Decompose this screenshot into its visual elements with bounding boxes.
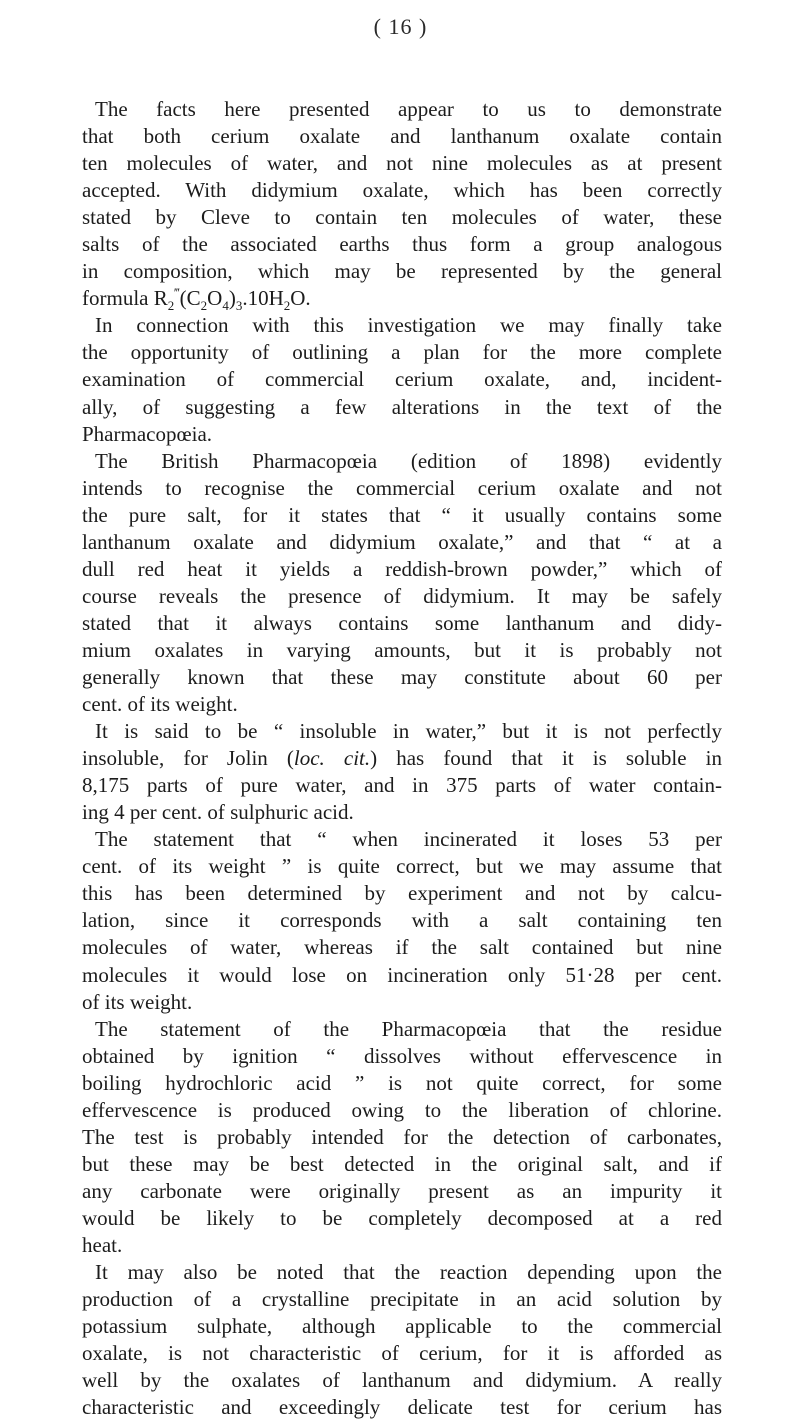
text-segment: 4 <box>222 298 229 313</box>
text-line <box>82 1097 722 1124</box>
text-line <box>82 610 722 637</box>
text-line <box>82 772 722 799</box>
text-segment: O <box>207 286 223 311</box>
text-segment: insoluble, for Jolin ( <box>82 746 294 771</box>
text-segment: oxalate, is not characteristic of cerium, for it is afforded as <box>82 1341 722 1366</box>
text-line <box>82 150 722 177</box>
text-line <box>82 1151 722 1178</box>
text-segment: 8,175 parts of pure water, and in 375 parts of water contain- <box>82 773 722 798</box>
text-line <box>82 907 722 934</box>
text-segment: this has been determined by experiment and not by calcu- <box>82 881 722 906</box>
text-segment: cent. of its weight ” is quite correct, but we may assume that <box>82 854 722 879</box>
text-line <box>82 989 722 1016</box>
text-line <box>82 123 722 150</box>
text-line <box>82 1043 722 1070</box>
text-line <box>82 448 722 475</box>
text-segment: in composition, which may be represented by the general <box>82 259 722 284</box>
text-segment: ing 4 per cent. of sulphuric acid. <box>82 800 354 825</box>
text-segment: It is said to be “ insoluble in water,” but it is not perfectly <box>95 719 722 744</box>
text-segment: 2 <box>283 298 291 313</box>
text-segment: The British Pharmacopœia (edition of 1898) evidently <box>95 448 722 473</box>
text-segment: effervescence is produced owing to the liberation of chlorine. <box>82 1097 722 1122</box>
text-line <box>82 339 722 366</box>
text-segment: characteristic and exceedingly delicate test for cerium has <box>82 1395 722 1420</box>
text-line <box>82 96 722 123</box>
text-segment: ) has found that it is soluble in <box>370 746 722 771</box>
text-segment: O. <box>290 286 311 311</box>
text-segment: .10H <box>242 286 284 311</box>
text-line <box>82 583 722 610</box>
text-segment: dull red heat it yields a reddish-brown powder,” which of <box>82 556 722 581</box>
text-line <box>82 285 722 312</box>
text-line <box>82 1286 722 1313</box>
text-line <box>82 826 722 853</box>
text-segment: 2 <box>167 298 175 313</box>
text-line <box>82 880 722 907</box>
body-text <box>82 96 722 1421</box>
text-segment: stated that it always contains some lanthanum and didy- <box>82 610 722 635</box>
text-segment: ‴ <box>174 285 180 301</box>
text-line <box>82 1205 722 1232</box>
text-segment: accepted. With didymium oxalate, which has been correctly <box>82 178 722 203</box>
text-line <box>82 1340 722 1367</box>
text-line <box>82 258 722 285</box>
text-segment: examination of commercial cerium oxalate, and, incident- <box>82 367 722 392</box>
text-segment: 2 <box>200 298 208 313</box>
text-segment: would be likely to be completely decomposed at a red <box>82 1205 722 1230</box>
page-number: ( 16 ) <box>373 14 428 39</box>
text-segment: stated by Cleve to contain ten molecules of water, these <box>82 205 722 230</box>
text-segment: It may also be noted that the reaction depending upon the <box>95 1260 722 1285</box>
text-segment: Pharmacopœia. <box>82 421 213 446</box>
text-segment: potassium sulphate, although applicable to the commercial <box>82 1314 722 1339</box>
text-line <box>82 1367 722 1394</box>
text-segment: The facts here presented appear to us to demonstrate <box>95 97 722 121</box>
text-segment: lanthanum oxalate and didymium oxalate,” and that “ at a <box>82 529 722 554</box>
text-segment: molecules it would lose on incineration only 51·28 per cent. <box>82 962 722 987</box>
text-segment: mium oxalates in varying amounts, but it is probably not <box>82 637 722 662</box>
text-line <box>82 745 722 772</box>
text-segment: loc. cit. <box>293 746 371 771</box>
text-line <box>82 637 722 664</box>
text-line <box>82 1259 722 1286</box>
text-segment: that both cerium oxalate and lanthanum oxalate contain <box>82 124 722 149</box>
text-segment: 3 <box>235 298 243 313</box>
text-line <box>82 1313 722 1340</box>
text-segment: cent. of its weight. <box>82 692 238 717</box>
text-line <box>82 799 722 826</box>
text-line <box>82 1124 722 1151</box>
text-segment: In connection with this investigation we may finally take <box>95 313 722 338</box>
text-segment: the opportunity of outlining a plan for the more complete <box>82 340 722 365</box>
text-segment: well by the oxalates of lanthanum and didymium. A really <box>82 1368 722 1393</box>
text-segment: any carbonate were originally present as an impurity it <box>82 1178 722 1203</box>
text-segment: intends to recognise the commercial cerium oxalate and not <box>82 475 722 500</box>
text-segment: course reveals the presence of didymium. It may be safely <box>82 583 722 608</box>
text-line <box>82 421 722 448</box>
text-segment: The statement of the Pharmacopœia that the residue <box>95 1016 722 1041</box>
text-line <box>82 1178 722 1205</box>
text-line <box>82 475 722 502</box>
text-line <box>82 529 722 556</box>
text-segment: boiling hydrochloric acid ” is not quite correct, for some <box>82 1070 722 1095</box>
text-line <box>82 502 722 529</box>
text-segment: generally known that these may constitute about 60 per <box>82 664 722 689</box>
text-segment: ally, of suggesting a few alterations in the text of the <box>82 394 722 419</box>
text-line <box>82 1070 722 1097</box>
text-line <box>82 394 722 421</box>
text-segment: of its weight. <box>82 989 193 1014</box>
text-segment: lation, since it corresponds with a salt containing ten <box>82 908 722 933</box>
text-line <box>82 934 722 961</box>
text-segment: but these may be best detected in the original salt, and if <box>82 1151 722 1176</box>
text-segment: the pure salt, for it states that “ it usually contains some <box>82 502 722 527</box>
text-line <box>82 962 722 989</box>
text-line <box>82 691 722 718</box>
text-segment: production of a crystalline precipitate in an acid solution by <box>82 1287 722 1312</box>
text-segment: heat. <box>82 1232 123 1257</box>
text-line <box>82 1232 722 1259</box>
text-segment: The statement that “ when incinerated it loses 53 per <box>95 827 722 852</box>
text-line <box>82 853 722 880</box>
text-line <box>82 1016 722 1043</box>
text-line <box>82 231 722 258</box>
text-segment: ten molecules of water, and not nine molecules as at present <box>82 151 722 176</box>
text-line <box>82 664 722 691</box>
text-line <box>82 1394 722 1421</box>
text-segment: obtained by ignition “ dissolves without effervescence in <box>82 1043 722 1068</box>
text-segment: (C <box>179 286 201 311</box>
text-line <box>82 204 722 231</box>
text-segment: salts of the associated earths thus form a group analogous <box>82 232 722 257</box>
text-line <box>82 177 722 204</box>
text-segment: ) <box>228 286 236 311</box>
text-line <box>82 718 722 745</box>
text-line <box>82 556 722 583</box>
text-segment: molecules of water, whereas if the salt contained but nine <box>82 935 722 960</box>
text-line <box>82 312 722 339</box>
text-segment: formula R <box>82 286 168 311</box>
text-line <box>82 366 722 393</box>
text-segment: The test is probably intended for the detection of carbonates, <box>82 1124 722 1149</box>
